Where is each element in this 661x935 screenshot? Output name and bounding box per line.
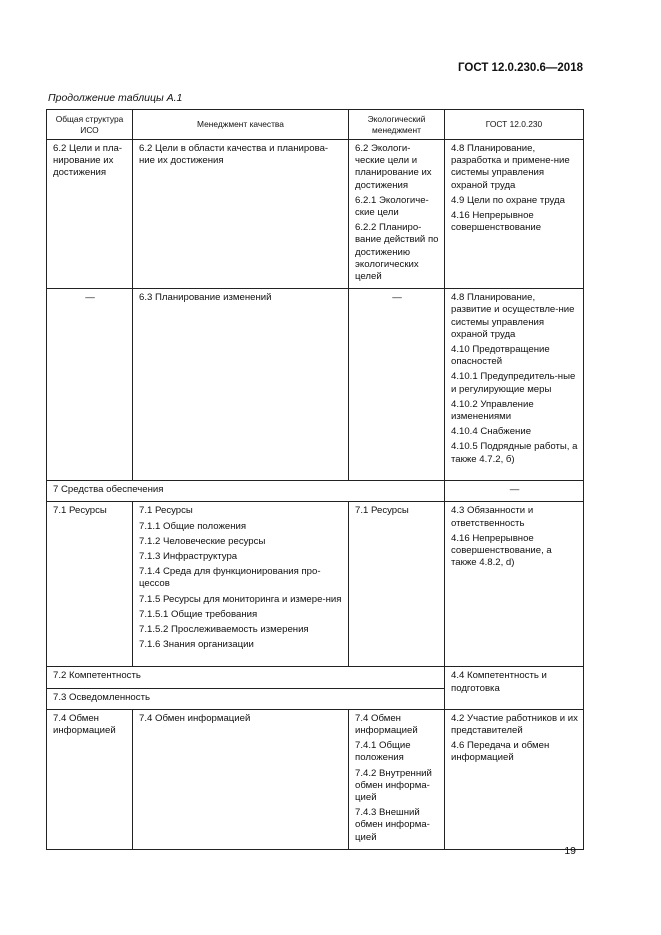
cell-gost <box>445 502 584 667</box>
cell-text: 7.1.3 Инфраструктура <box>139 551 238 563</box>
page-number: 19 <box>564 845 576 857</box>
cell-text: 4.3 Обязанности и ответственность <box>451 505 534 529</box>
table-caption: Продолжение таблицы А.1 <box>48 92 183 104</box>
cell-text: 4.10 Предотвращение опасностей <box>451 344 550 368</box>
cell-text: 7.4.2 Внутренний обмен информа-цией <box>355 767 432 804</box>
cell-text: 7.1.4 Среда для функционирования про-цессов <box>139 566 321 590</box>
cell-text: 4.4 Компетентность и подготовка <box>451 670 547 694</box>
cell-section <box>47 481 445 502</box>
cell-text: 4.9 Цели по охране труда <box>451 194 565 206</box>
cell-text: 6.2 Экологи-ческие цели и планирование их достижения <box>355 143 432 191</box>
cell-text: — <box>85 292 95 304</box>
cell-text: 6.3 Планирование изменений <box>139 292 272 304</box>
comparison-table <box>46 109 584 850</box>
table-row <box>47 289 584 481</box>
cell-section <box>47 667 445 688</box>
cell-text: 7.1.2 Человеческие ресурсы <box>139 535 266 547</box>
cell-text: 7.2 Компетентность <box>53 670 141 682</box>
cell-text: 7.1.5.1 Общие требования <box>139 608 258 620</box>
cell-quality <box>133 502 349 667</box>
cell-quality <box>133 709 349 849</box>
cell-text: 4.16 Непрерывное совершенствование, а также 4.8.2, d) <box>451 532 552 569</box>
cell-text: 7.1.6 Знания организации <box>139 639 254 651</box>
cell-iso <box>47 709 133 849</box>
cell-text: — <box>509 484 520 496</box>
cell-section <box>47 688 445 709</box>
cell-text: 7.1.5 Ресурсы для мониторинга и измере-ния <box>139 593 342 605</box>
cell-text: 7.1.5.2 Прослеживаемость измерения <box>139 624 309 636</box>
cell-text: 7.3 Осведомленность <box>53 691 150 703</box>
cell-gost <box>445 140 584 289</box>
cell-text: 7 Средства обеспечения <box>53 484 164 496</box>
table-row <box>47 481 584 502</box>
cell-quality <box>133 289 349 481</box>
table-header-row <box>47 110 584 140</box>
cell-text: 7.1.1 Общие положения <box>139 520 247 532</box>
column-header-gost: ГОСТ 12.0.230 <box>445 110 584 140</box>
cell-gost <box>445 709 584 849</box>
cell-text: 7.4 Обмен информацией <box>53 712 116 737</box>
table-row <box>47 667 584 688</box>
column-header-environmental: Экологический менеджмент <box>349 110 445 140</box>
cell-text: 4.6 Передача и обмен информацией <box>451 740 550 764</box>
cell-text: 7.1 Ресурсы <box>139 505 193 517</box>
cell-environmental <box>349 709 445 849</box>
cell-text: 6.2 Цели и пла-нирование их достижения <box>53 143 123 179</box>
cell-text: 4.8 Планирование, разработка и примене-ние системы управления охраной труда <box>451 143 570 191</box>
cell-text: 7.4 Обмен информацией <box>355 712 418 737</box>
cell-text: 7.4.1 Общие положения <box>355 740 411 764</box>
cell-text: 7.4 Обмен информацией <box>139 712 251 724</box>
cell-text: 4.10.2 Управление изменениями <box>451 398 534 423</box>
cell-environmental <box>349 140 445 289</box>
cell-iso <box>47 502 133 667</box>
cell-iso <box>47 140 133 289</box>
cell-quality <box>133 140 349 289</box>
table-row <box>47 140 584 289</box>
cell-environmental <box>349 289 445 481</box>
cell-gost <box>445 481 584 502</box>
cell-text: 7.1 Ресурсы <box>53 505 107 517</box>
cell-text: 4.10.1 Предупредитель-ные и регулирующие меры <box>451 371 576 395</box>
table-row <box>47 709 584 849</box>
cell-text: 6.2.2 Планиро-вание действий по достижению экологических целей <box>355 222 439 283</box>
cell-gost <box>445 289 584 481</box>
column-header-quality: Менеджмент качества <box>133 110 349 140</box>
document-code: ГОСТ 12.0.230.6—2018 <box>458 62 583 74</box>
cell-text: 7.4.3 Внешний обмен информа-цией <box>355 807 430 843</box>
cell-text: 4.10.5 Подрядные работы, а также 4.7.2, б) <box>451 441 578 465</box>
cell-text: — <box>392 292 402 304</box>
cell-text: 4.2 Участие работников и их представителей <box>451 712 578 737</box>
cell-text: 6.2 Цели в области качества и планирова-ние их достижения <box>139 143 329 167</box>
cell-text: 6.2.1 Экологиче-ские цели <box>355 194 429 219</box>
cell-text: 4.8 Планирование, развитие и осуществле-ние системы управления охраной труда <box>451 292 575 340</box>
cell-text: 4.16 Непрерывное совершенствование <box>451 210 542 234</box>
cell-environmental <box>349 502 445 667</box>
cell-text: 7.1 Ресурсы <box>355 505 409 517</box>
table-row <box>47 502 584 667</box>
column-header-iso: Общая структура ИСО <box>47 110 133 140</box>
cell-iso <box>47 289 133 481</box>
cell-text: 4.10.4 Снабжение <box>451 426 532 438</box>
cell-gost <box>445 667 584 709</box>
